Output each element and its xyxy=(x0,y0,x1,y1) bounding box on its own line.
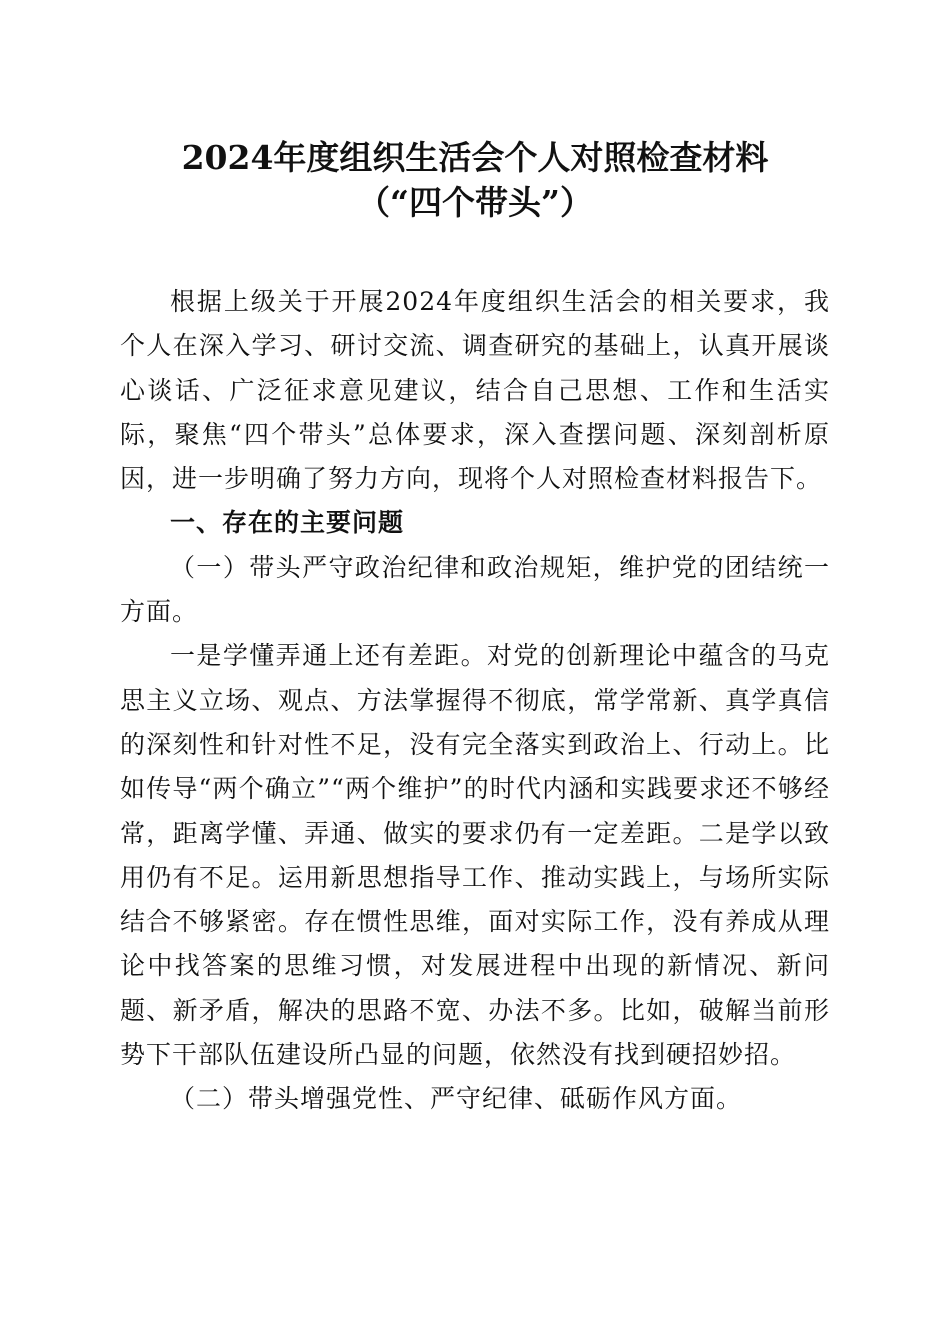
document-title: 2024年度组织生活会个人对照检查材料 xyxy=(181,138,769,177)
document-subtitle: （“四个带头”） xyxy=(357,183,593,222)
document-body xyxy=(120,280,830,1122)
body-paragraph-1: 一是学懂弄通上还有差距。对党的创新理论中蕴含的马克思主义立场、观点、方法掌握得不彻底，常学常新、真学真信的深刻性和针对性不足，没有完全落实到政治上、行动上。比如传导“两个确立”“两个维护”的时代内涵和实践要求还不够经常，距离学懂、弄通、做实的要求仍有一定差距。二是学以致用仍有不足。运用新思想指导工作、推动实践上，与场所实际结合不够紧密。存在惯性思维，面对实际工作，没有养成从理论中找答案的思维习惯，对发展进程中出现的新情况、新问题、新矛盾，解决的思路不宽、办法不多。比如，破解当前形势下干部队伍建设所凸显的问题，依然没有找到硬招妙招。 xyxy=(120,641,830,1070)
intro-paragraph: 根据上级关于开展2024年度组织生活会的相关要求，我个人在深入学习、研讨交流、调查研究的基础上，认真开展谈心谈话、广泛征求意见建议，结合自己思想、工作和生活实际，聚焦“四个带头”总体要求，深入查摆问题、深刻剖析原因，进一步明确了努力方向，现将个人对照检查材料报告下。 xyxy=(120,287,830,494)
subsection-heading-1: （一）带头严守政治纪律和政治规矩，维护党的团结统一方面。 xyxy=(120,552,830,627)
subsection-heading-2: （二）带头增强党性、严守纪律、砥砺作风方面。 xyxy=(170,1084,743,1114)
section-heading-problems: 一、存在的主要问题 xyxy=(170,508,405,538)
